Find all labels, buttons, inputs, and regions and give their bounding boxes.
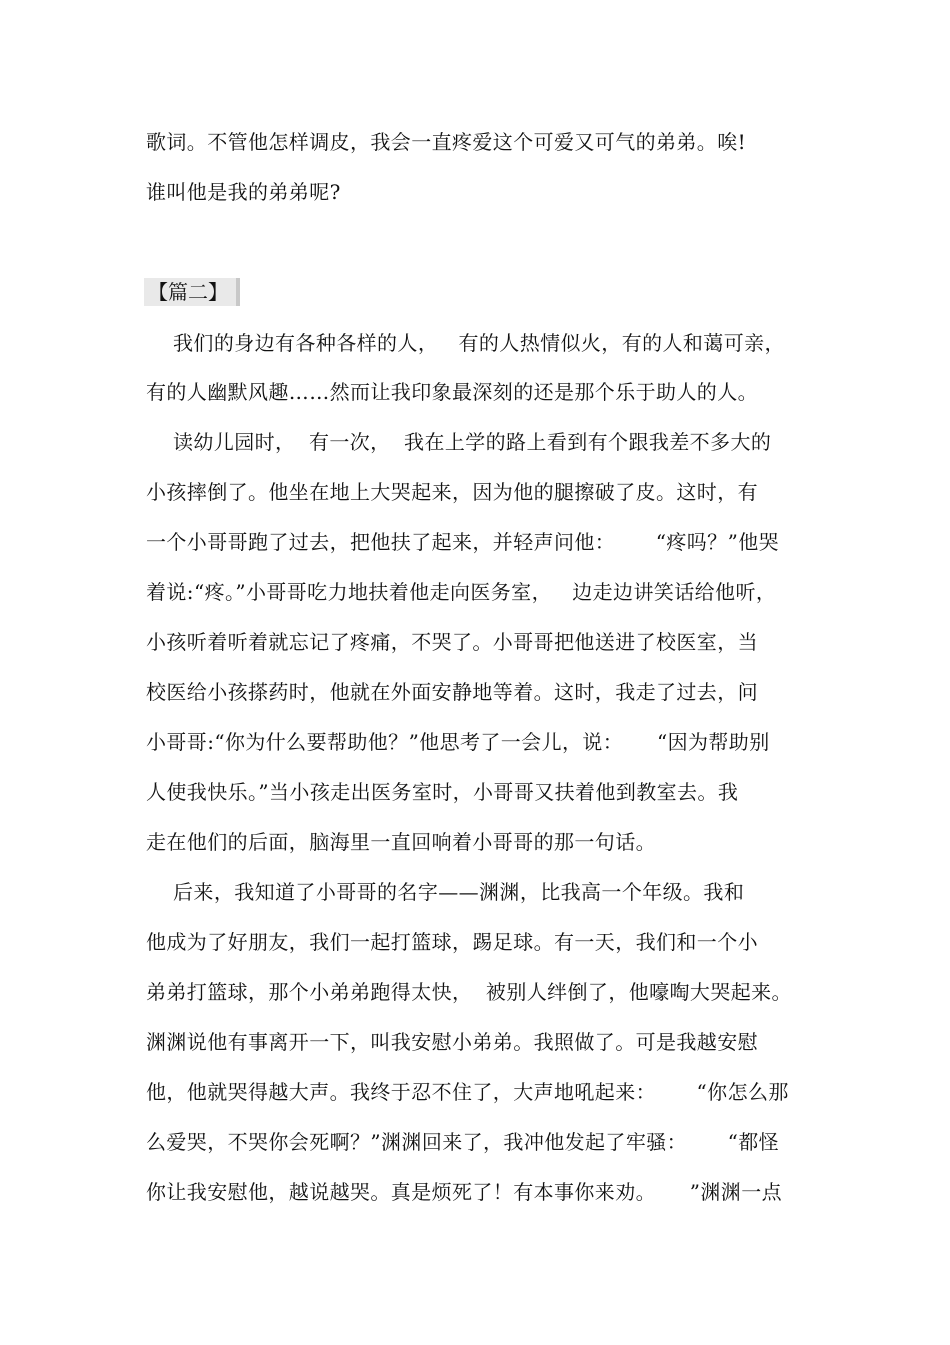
paragraph-line: 有的人幽默风趣……然而让我印象最深刻的还是那个乐于助人的人。 [146, 380, 758, 404]
paragraph-line: 一个小哥哥跑了过去，把他扶了起来，并轻声问他： “疼吗？”他哭 [146, 530, 779, 554]
paragraph-line: 着说:“疼。”小哥哥吃力地扶着他走向医务室， 边走边讲笑话给他听， [146, 580, 777, 604]
intro-line: 歌词。不管他怎样调皮，我会一直疼爱这个可爱又可气的弟弟。唉! [146, 130, 747, 154]
paragraph-line: 小孩摔倒了。他坐在地上大哭起来，因为他的腿擦破了皮。这时，有 [146, 480, 758, 504]
paragraph-line: 我们的身边有各种各样的人， 有的人热情似火，有的人和蔼可亲， [146, 331, 785, 355]
paragraph-line: 走在他们的后面，脑海里一直回响着小哥哥的那一句话。 [146, 830, 656, 854]
paragraph-line: 后来，我知道了小哥哥的名字——渊渊，比我高一个年级。我和 [146, 880, 745, 904]
section-heading: 【篇二】 [144, 278, 240, 306]
intro-line: 谁叫他是我的弟弟呢? [146, 180, 341, 204]
paragraph-line: 小哥哥:“你为什么要帮助他？”他思考了一会儿，说： “因为帮助别 [146, 730, 770, 754]
paragraph-line: 读幼儿园时， 有一次， 我在上学的路上看到有个跟我差不多大的 [146, 430, 772, 454]
paragraph-line: 他，他就哭得越大声。我终于忍不住了，大声地吼起来： “你怎么那 [146, 1080, 789, 1104]
paragraph-line: 弟弟打篮球，那个小弟弟跑得太快， 被别人绊倒了，他嚎啕大哭起来。 [146, 980, 792, 1004]
paragraph-line: 他成为了好朋友，我们一起打篮球，踢足球。有一天，我们和一个小 [146, 930, 758, 954]
paragraph-line: 你让我安慰他，越说越哭。真是烦死了！有本事你来劝。 ”渊渊一点 [146, 1180, 783, 1204]
paragraph-line: 小孩听着听着就忘记了疼痛，不哭了。小哥哥把他送进了校医室，当 [146, 630, 758, 654]
paragraph-line: 校医给小孩搽药时，他就在外面安静地等着。这时，我走了过去，问 [146, 680, 758, 704]
paragraph-line: 么爱哭，不哭你会死啊？”渊渊回来了，我冲他发起了牢骚： “都怪 [146, 1130, 779, 1154]
paragraph-line: 渊渊说他有事离开一下，叫我安慰小弟弟。我照做了。可是我越安慰 [146, 1030, 758, 1054]
paragraph-line: 人使我快乐。”当小孩走出医务室时，小哥哥又扶着他到教室去。我 [146, 780, 739, 804]
